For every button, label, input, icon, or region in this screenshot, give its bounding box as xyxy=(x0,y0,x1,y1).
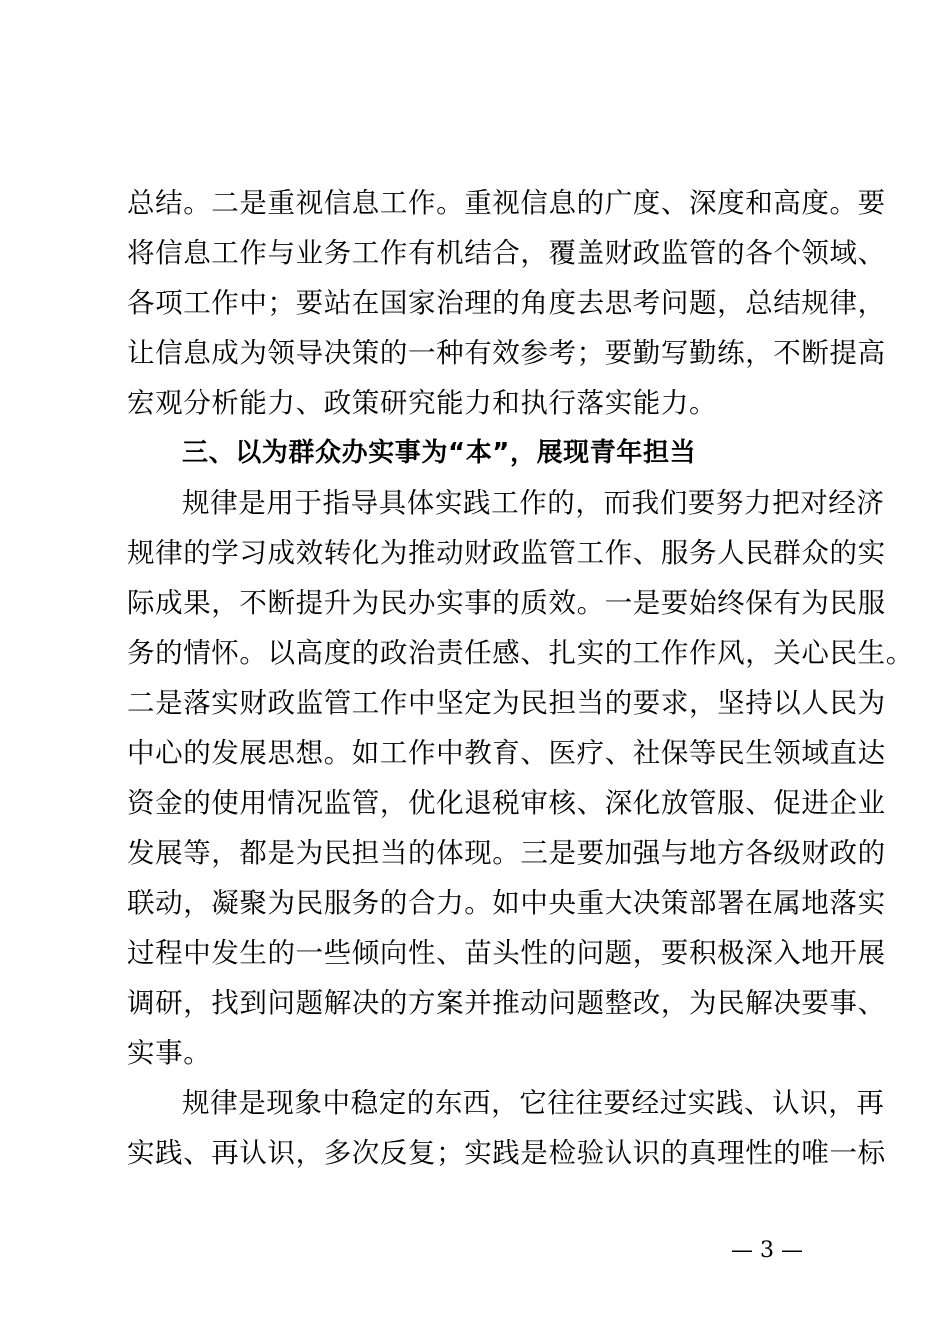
paragraph-2-line-10: 过程中发生的一些倾向性、苗头性的问题，要积极深入地开展 xyxy=(127,937,886,969)
paragraph-2-line-6: 中心的发展思想。如工作中教育、医疗、社保等民生领域直达 xyxy=(127,737,886,769)
paragraph-1 xyxy=(127,178,886,428)
paragraph-3-line-1: 规律是现象中稳定的东西，它往往要经过实践、认识，再 xyxy=(182,1087,885,1119)
paragraph-2-line-11: 调研，找到问题解决的方案并推动问题整改，为民解决要事、 xyxy=(127,987,886,1019)
paragraph-1-line-2: 将信息工作与业务工作有机结合，覆盖财政监管的各个领域、 xyxy=(127,237,886,269)
paragraph-2-line-4: 务的情怀。以高度的政治责任感、扎实的工作作风，关心民生。 xyxy=(127,637,914,669)
paragraph-2-line-12: 实事。 xyxy=(127,1037,212,1069)
paragraph-1-line-3: 各项工作中；要站在国家治理的角度去思考问题，总结规律， xyxy=(127,287,886,319)
paragraph-2-line-8: 发展等，都是为民担当的体现。三是要加强与地方各级财政的 xyxy=(127,837,886,869)
paragraph-2-line-1: 规律是用于指导具体实践工作的，而我们要努力把对经济 xyxy=(182,487,885,519)
paragraph-2-line-2: 规律的学习成效转化为推动财政监管工作、服务人民群众的实 xyxy=(127,537,886,569)
paragraph-1-line-1: 总结。二是重视信息工作。重视信息的广度、深度和高度。要 xyxy=(127,187,886,219)
paragraph-3 xyxy=(127,1078,886,1178)
section-heading-3-text: 三、以为群众办实事为“本”，展现青年担当 xyxy=(182,438,697,468)
paragraph-2-line-3: 际成果，不断提升为民办实事的质效。一是要始终保有为民服 xyxy=(127,587,886,619)
paragraph-1-line-4: 让信息成为领导决策的一种有效参考；要勤写勤练，不断提高 xyxy=(127,337,886,369)
section-heading-3 xyxy=(127,428,833,478)
paragraph-1-line-5: 宏观分析能力、政策研究能力和执行落实能力。 xyxy=(127,387,718,419)
paragraph-2 xyxy=(127,478,914,1078)
page-number: — 3 — xyxy=(731,1238,803,1263)
paragraph-3-line-2: 实践、再认识，多次反复；实践是检验认识的真理性的唯一标 xyxy=(127,1137,886,1169)
paragraph-2-line-9: 联动，凝聚为民服务的合力。如中央重大决策部署在属地落实 xyxy=(127,887,886,919)
paragraph-2-line-5: 二是落实财政监管工作中坚定为民担当的要求，坚持以人民为 xyxy=(127,687,886,719)
paragraph-2-line-7: 资金的使用情况监管，优化退税审核、深化放管服、促进企业 xyxy=(127,787,886,819)
